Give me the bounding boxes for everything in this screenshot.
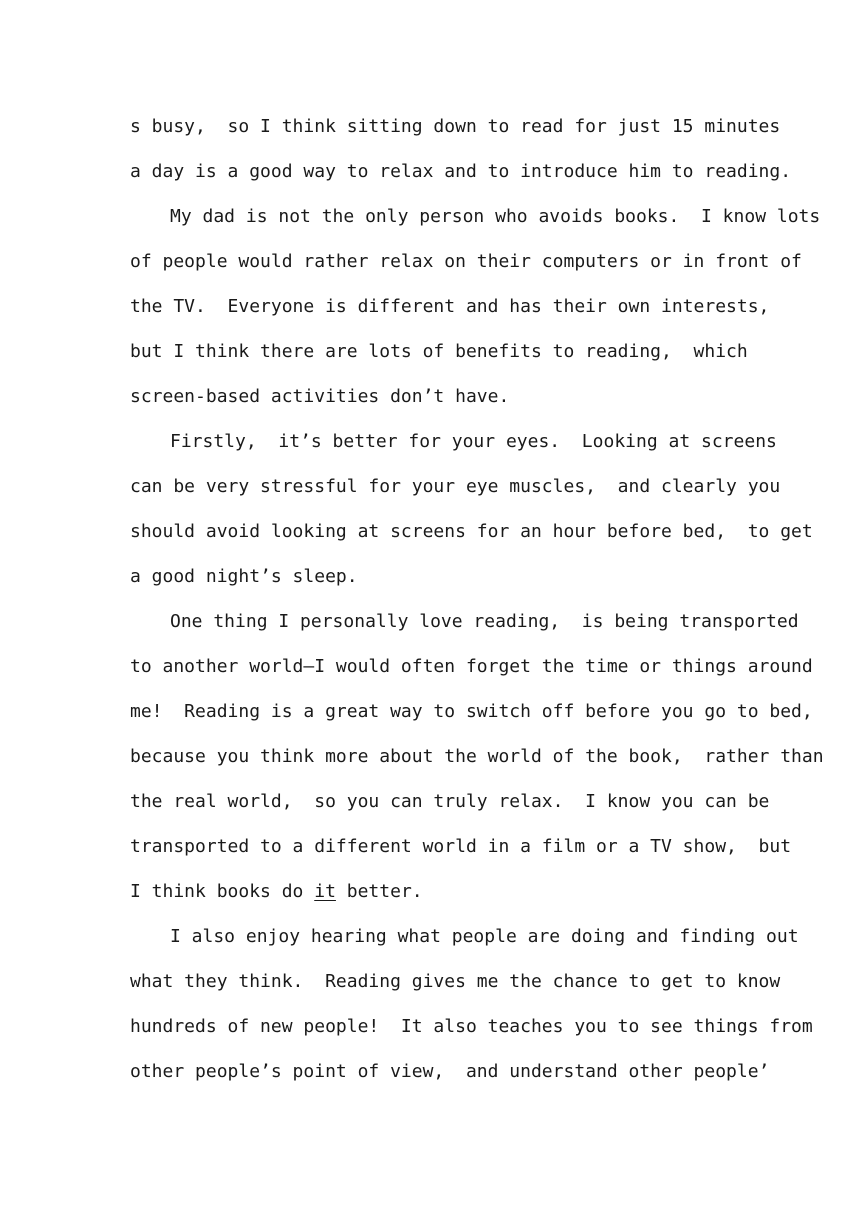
text-line: the TV. Everyone is different and has their own interests, <box>130 296 770 317</box>
text-line: a good night’s sleep. <box>130 566 358 587</box>
text-segment: I think books do <box>130 881 315 902</box>
text-line: s busy, so I think sitting down to read for just 15 minutes <box>130 116 781 137</box>
text-line: the real world, so you can truly relax. I know you can be <box>130 791 770 812</box>
text-line: Firstly, it’s better for your eyes. Looking at screens <box>170 431 777 452</box>
text-line: transported to a different world in a film or a TV show, but <box>130 836 792 857</box>
text-line: because you think more about the world of the book, rather than <box>130 746 824 767</box>
text-line: other people’s point of view, and understand other people’ <box>130 1061 770 1082</box>
text-line: can be very stressful for your eye muscles, and clearly you <box>130 476 781 497</box>
text-line: I also enjoy hearing what people are doing and finding out <box>170 926 799 947</box>
text-line: a day is a good way to relax and to introduce him to reading. <box>130 161 792 182</box>
underlined-word: it <box>314 881 336 902</box>
text-line: should avoid looking at screens for an hour before bed, to get <box>130 521 813 542</box>
text-line: of people would rather relax on their computers or in front of <box>130 251 802 272</box>
text-line: screen-based activities don’t have. <box>130 386 510 407</box>
text-line: me! Reading is a great way to switch off before you go to bed, <box>130 701 813 722</box>
text-segment: better. <box>335 881 423 902</box>
text-line: what they think. Reading gives me the chance to get to know <box>130 971 781 992</box>
text-line: hundreds of new people! It also teaches you to see things from <box>130 1016 813 1037</box>
text-line: to another world—I would often forget the time or things around <box>130 656 813 677</box>
text-line: One thing I personally love reading, is being transported <box>170 611 799 632</box>
text-line-with-underline <box>130 877 731 907</box>
text-line: My dad is not the only person who avoids books. I know lots <box>170 206 821 227</box>
text-line: but I think there are lots of benefits to reading, which <box>130 341 748 362</box>
